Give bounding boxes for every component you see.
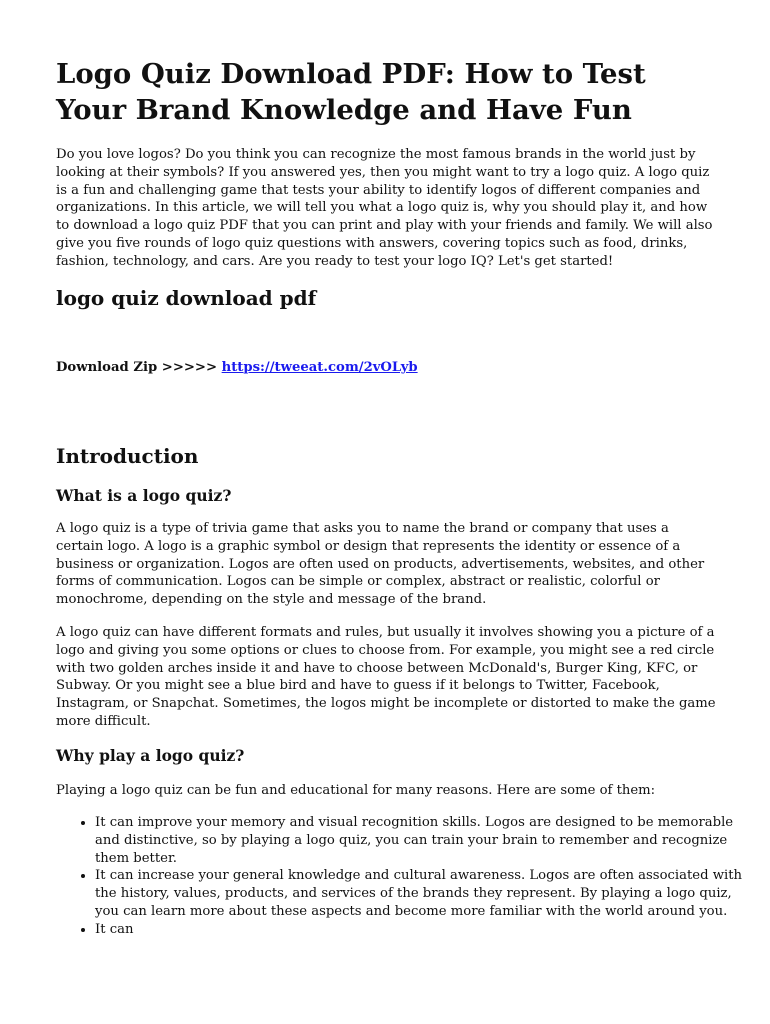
list-item: • It can <box>95 921 757 939</box>
intro-paragraph: Do you love logos? Do you think you can recognize the most famous brands in the world just by looking at their symbols? If you answered yes, then you might want to try a logo quiz. A logo quiz is a fun and challenging game that tests your ability to identify logos of different companies and organizations. In this article, we will tell you what a logo quiz is, why you should play it, and how to download a logo quiz PDF that you can print and play with your friends and family. We will also give you five rounds of logo quiz questions with answers, covering topics such as food, drinks, fashion, technology, and cars. Are you ready to test your logo IQ? Let's get started! <box>56 147 713 269</box>
list-item: • It can increase your general knowledge and cultural awareness. Logos are often associated with the history, values, products, and services of the brands they represent. By playing a logo quiz, you can learn more about these aspects and become more familiar with the world around you. <box>95 867 757 920</box>
keyword-heading: logo quiz download pdf <box>56 286 317 310</box>
subheading-why-play: Why play a logo quiz? <box>56 746 245 765</box>
download-line <box>56 359 418 377</box>
paragraph: Playing a logo quiz can be fun and educational for many reasons. Here are some of them: <box>56 783 656 798</box>
page-title: Logo Quiz Download PDF: How to Test Your Brand Knowledge and Have Fun <box>56 58 646 126</box>
section-heading-introduction: Introduction <box>56 444 199 468</box>
download-label: Download Zip >>>>> <box>56 360 222 375</box>
subheading-what-is-logo-quiz: What is a logo quiz? <box>56 486 232 505</box>
paragraph: A logo quiz is a type of trivia game that asks you to name the brand or company that uses a certain logo. A logo is a graphic symbol or design that represents the identity or essence of a business or organization. Logos are often used on products, advertisements, websites, and other forms of communication. Logos can be simple or complex, abstract or realistic, colorful or monochrome, depending on the style and message of the brand. <box>56 521 705 608</box>
list-item: • It can improve your memory and visual recognition skills. Logos are designed to be memorable and distinctive, so by playing a logo quiz, you can train your brain to remember and recognize them better. <box>95 814 757 867</box>
paragraph: A logo quiz can have different formats and rules, but usually it involves showing you a picture of a logo and giving you some options or clues to choose from. For example, you might see a red circle with two golden arches inside it and have to choose between McDonald's, Burger King, KFC, or Subway. Or you might see a blue bird and have to guess if it belongs to Twitter, Facebook, Instagram, or Snapchat. Sometimes, the logos might be incomplete or distorted to make the game more difficult. <box>56 625 716 729</box>
reasons-list <box>56 814 757 939</box>
download-link[interactable]: https://tweeat.com/2vOLyb <box>221 360 418 375</box>
